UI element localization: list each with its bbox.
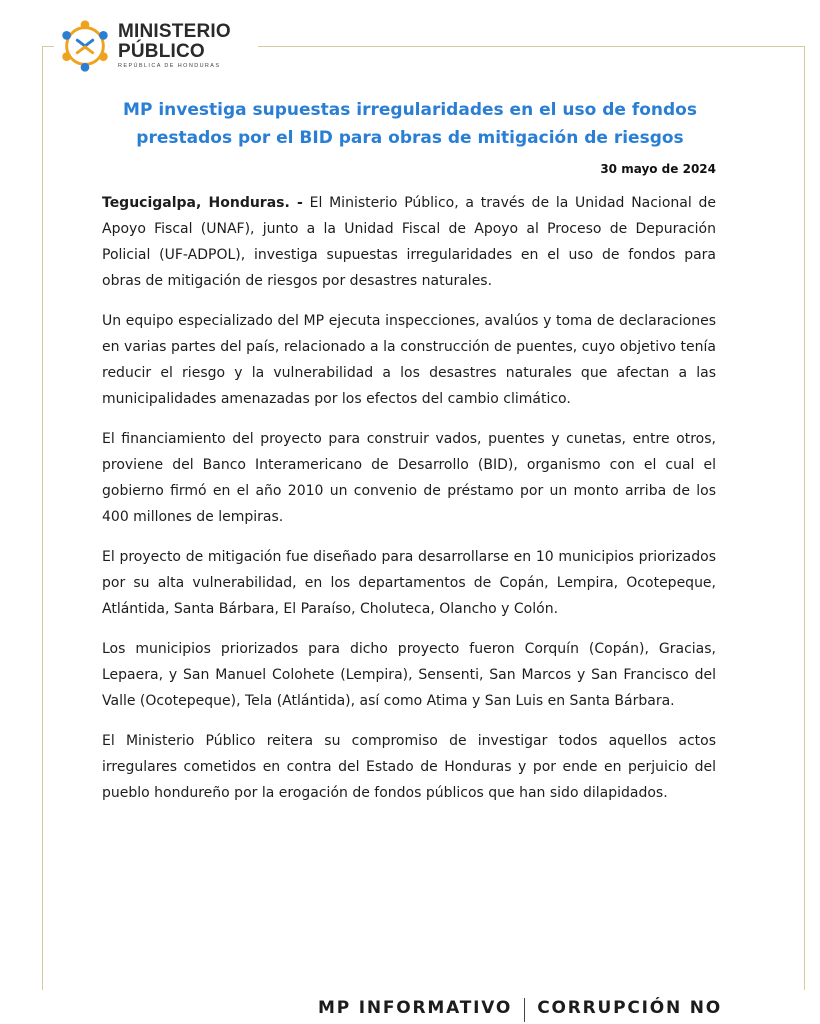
paragraph: El financiamiento del proyecto para construir vados, puentes y cunetas, entre otros, proviene del Banco Interamericano de Desarrollo (BID), organismo con el cual el gobierno firmó en el año 2010 un convenio de préstamo por un monto arriba de los 400 millones de lempiras. [102,431,716,525]
logo-subtitle: REPÚBLICA DE HONDURAS [118,63,221,70]
figures-circle-icon [56,17,114,75]
frame-line [42,46,43,990]
logo-title-line1: MINISTERIO [118,21,231,43]
press-release-date: 30 mayo de 2024 [600,162,716,176]
dateline: Tegucigalpa, Honduras. - [102,195,303,211]
press-release-body [102,190,716,820]
paragraph: El Ministerio Público reitera su compromiso de investigar todos aquellos actos irregulares cometidos en contra del Estado de Honduras y por ende en perjuicio del pueblo hondureño por la erogación de fondos públicos que han sido dilapidados. [102,733,716,801]
ministerio-publico-logo [56,14,256,78]
footer-right-text: CORRUPCIÓN NO [537,998,723,1018]
paragraph: Los municipios priorizados para dicho proyecto fueron Corquín (Copán), Gracias, Lepaera, y San Manuel Colohete (Lempira), Sensenti, San Marcos y San Francisco del Valle (Ocotepeque), Tela (Atlántida), así como Atima y San Luis en Santa Bárbara. [102,641,716,709]
frame-line [258,46,804,47]
press-release-title: MP investiga supuestas irregularidades en el uso de fondos prestados por el BID para obras de mitigación de riesgos [123,100,697,148]
paragraph: Un equipo especializado del MP ejecuta inspecciones, avalúos y toma de declaraciones en varias partes del país, relacionado a la construcción de puentes, cuyo objetivo tenía reducir el riesgo y la vulnerabilidad a los desastres naturales que afectan a las municipalidades amenazadas por los efectos del cambio climático. [102,313,716,407]
frame-line [42,46,54,47]
footer-banner [318,998,738,1024]
paragraph [102,190,716,294]
footer-separator [524,998,525,1022]
paragraph-text: El Ministerio Público, a través de la Unidad Nacional de Apoyo Fiscal (UNAF), junto a la Unidad Fiscal de Apoyo al Proceso de Depuración Policial (UF-ADPOL), investiga supuestas irregularidades en el uso de fondos para obras de mitigación de riesgos por desastres naturales. [102,195,717,289]
frame-line [804,46,805,990]
footer-left-text: MP INFORMATIVO [318,998,513,1018]
paragraph: El proyecto de mitigación fue diseñado para desarrollarse en 10 municipios priorizados por su alta vulnerabilidad, en los departamentos de Copán, Lempira, Ocotepeque, Atlántida, Santa Bárbara, El Paraíso, Choluteca, Olancho y Colón. [102,549,716,617]
logo-title-line2: PÚBLICO [118,41,205,63]
